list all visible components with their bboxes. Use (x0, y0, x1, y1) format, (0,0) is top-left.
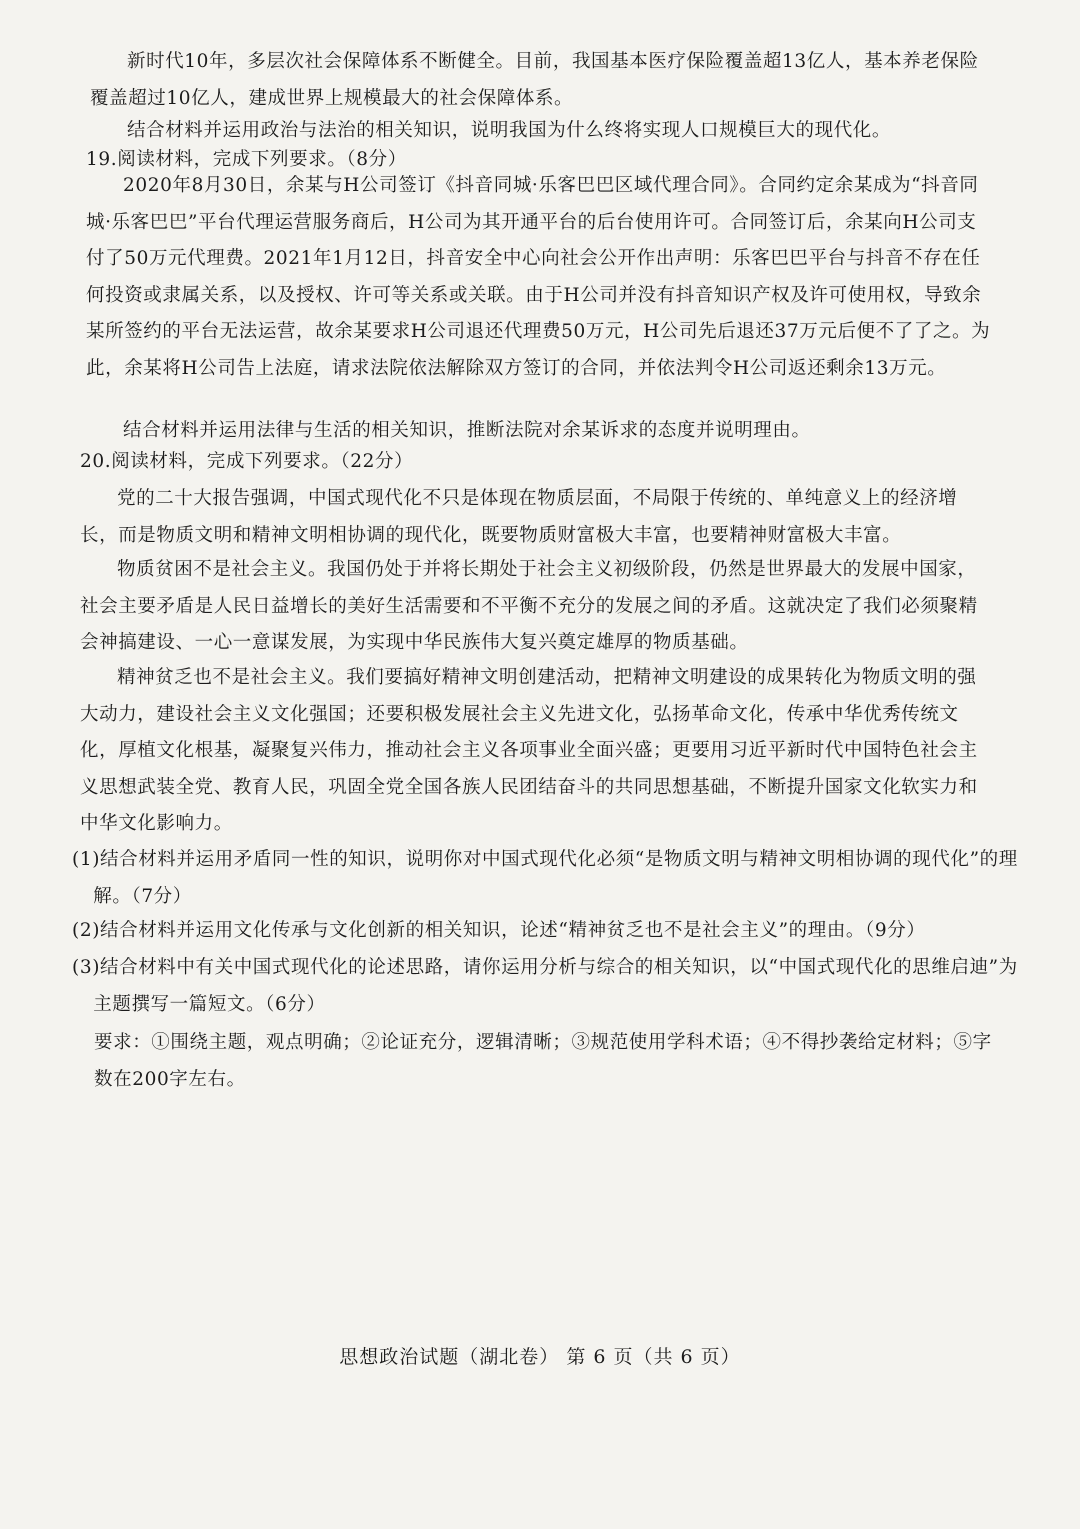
q18-material: 新时代10年，多层次社会保障体系不断健全。目前，我国基本医疗保险覆盖超13亿人，基本养老保险覆盖超过10亿人，建成世界上规模最大的社会保障体系。 (90, 51, 979, 109)
q19-prompt: 结合材料并运用法律与生活的相关知识，推断法院对余某诉求的态度并说明理由。 (123, 420, 811, 441)
q20-subquestion-1: (1)结合材料并运用矛盾同一性的知识，说明你对中国式现代化必须“是物质文明与精神文明相协调的现代化”的理解。（7分） (72, 849, 1018, 907)
q19-header: 19.阅读材料，完成下列要求。（8分） (86, 149, 407, 170)
q20-material-para2: 物质贫困不是社会主义。我国仍处于并将长期处于社会主义初级阶段，仍然是世界最大的发展中国家，社会主要矛盾是人民日益增长的美好生活需要和不平衡不充分的发展之间的矛盾。这就决定了我们必须聚精会神搞建设、一心一意谋发展，为实现中华民族伟大复兴奠定雄厚的物质基础。 (80, 559, 978, 653)
q20-requirements: 要求：①围绕主题，观点明确；②论证充分，逻辑清晰；③规范使用学科术语；④不得抄袭给定材料；⑤字数在200字左右。 (94, 1032, 992, 1090)
q18-prompt: 结合材料并运用政治与法治的相关知识，说明我国为什么终将实现人口规模巨大的现代化。 (127, 120, 892, 141)
q20-material-para1: 党的二十大报告强调，中国式现代化不只是体现在物质层面，不局限于传统的、单纯意义上的经济增长，而是物质文明和精神文明相协调的现代化，既要物质财富极大丰富，也要精神财富极大丰富。 (80, 488, 958, 546)
q20-header: 20.阅读材料，完成下列要求。（22分） (80, 451, 414, 472)
q20-subquestion-3: (3)结合材料中有关中国式现代化的论述思路，请你运用分析与综合的相关知识，以“中国式现代化的思维启迪”为主题撰写一篇短文。（6分） (72, 957, 1018, 1015)
q19-material: 2020年8月30日，余某与H公司签订《抖音同城·乐客巴巴区域代理合同》。合同约定余某成为“抖音同城·乐客巴巴”平台代理运营服务商后，H公司为其开通平台的后台使用许可。合同签订后，余某向H公司支付了50万元代理费。2021年1月12日，抖音安全中心向社会公开作出声明：乐客巴巴平台与抖音不存在任何投资或隶属关系，以及授权、许可等关系或关联。由于H公司并没有抖音知识产权及许可使用权，导致余某所签约的平台无法运营，故余某要求H公司退还代理费50万元，H公司先后退还37万元后便不了了之。为此，余某将H公司告上法庭，请求法院依法解除双方签订的合同，并依法判令H公司返还剩余13万元。 (86, 175, 991, 379)
page-footer: 思想政治试题（湖北卷） 第 6 页（共 6 页） (339, 1346, 741, 1368)
q20-subquestion-2: (2)结合材料并运用文化传承与文化创新的相关知识，论述“精神贫乏也不是社会主义”的理由。（9分） (72, 920, 926, 941)
q20-material-para3: 精神贫乏也不是社会主义。我们要搞好精神文明创建活动，把精神文明建设的成果转化为物质文明的强大动力，建设社会主义文化强国；还要积极发展社会主义先进文化，弘扬革命文化，传承中华优秀传统文化，厚植文化根基，凝聚复兴伟力，推动社会主义各项事业全面兴盛；更要用习近平新时代中国特色社会主义思想武装全党、教育人民，巩固全党全国各族人民团结奋斗的共同思想基础，不断提升国家文化软实力和中华文化影响力。 (80, 667, 978, 834)
